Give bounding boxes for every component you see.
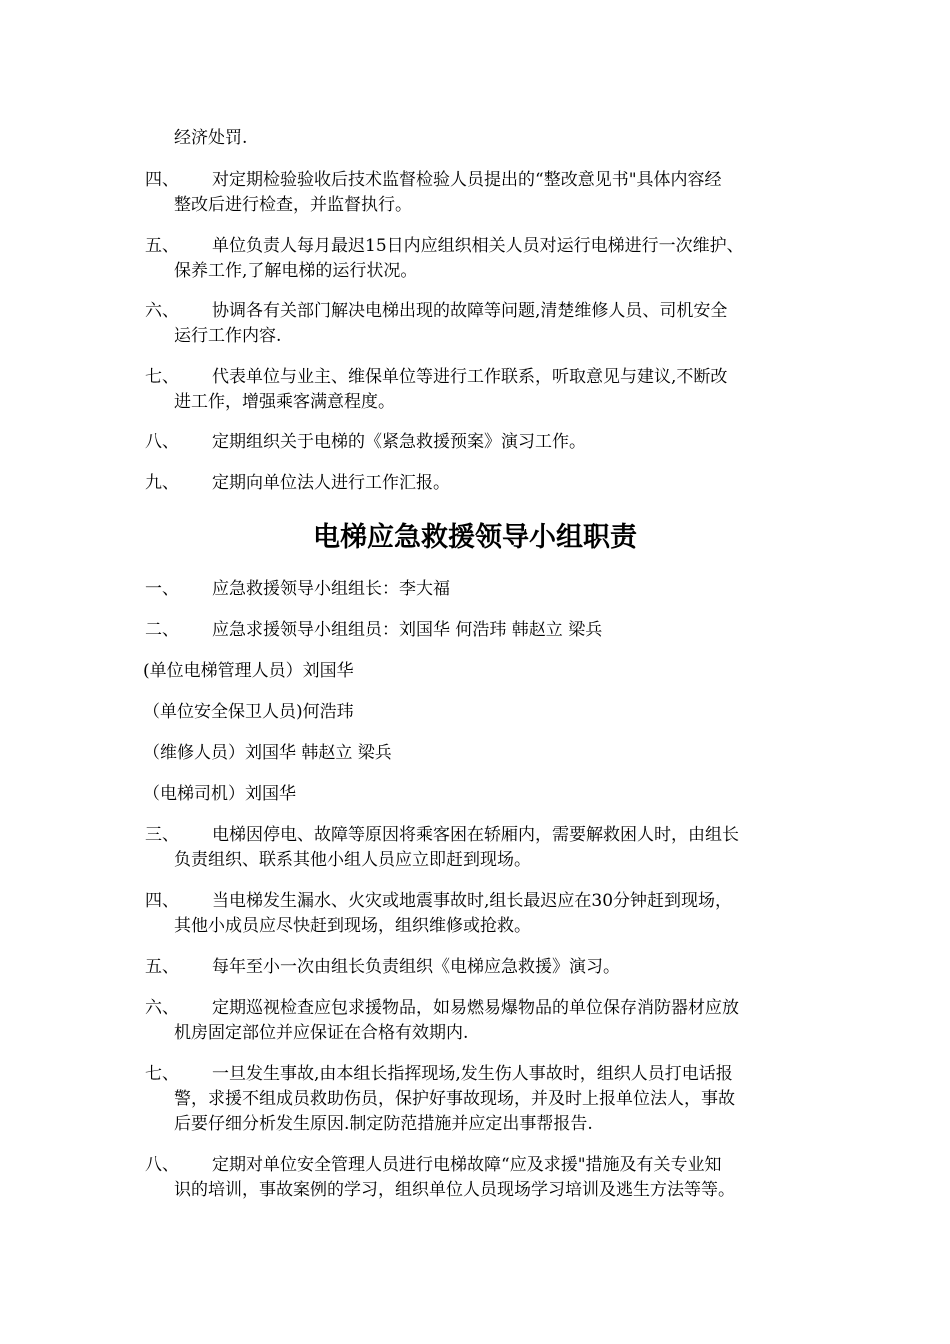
item-number: 八、 (145, 432, 179, 452)
item-text: 定期巡视检查应包求援物品，如易燃易爆物品的单位保存消防器材应放 (212, 998, 739, 1018)
item-text: 机房固定部位并应保证在合格有效期内. (174, 1023, 469, 1043)
item-text: 每年至小一次由组长负责组织《电梯应急救援》演习。 (212, 957, 620, 977)
item-text: 单位负责人每月最迟15日内应组织相关人员对运行电梯进行一次维护、 (212, 236, 744, 256)
item-text: 运行工作内容. (174, 326, 282, 346)
item-text: 电梯因停电、故障等原因将乘客困在轿厢内，需要解救困人时，由组长 (212, 825, 739, 845)
item-number: 四、 (145, 891, 179, 911)
item-number: 七、 (145, 1064, 179, 1084)
item-number: 二、 (145, 620, 179, 640)
role-line: (单位电梯管理人员）刘国华 (143, 661, 354, 681)
item-number: 六、 (145, 998, 179, 1018)
item-text: 识的培训，事故案例的学习，组织单位人员现场学习培训及逃生方法等等。 (174, 1180, 735, 1200)
item-number: 五、 (145, 236, 179, 256)
item-number: 一、 (145, 579, 179, 599)
role-line: （电梯司机）刘国华 (143, 784, 296, 804)
item-text: 代表单位与业主、维保单位等进行工作联系，听取意见与建议,不断改 (212, 367, 728, 387)
item-text: 应急救援领导小组组长：李大福 (212, 579, 450, 599)
item-text: 当电梯发生漏水、火灾或地震事故时,组长最迟应在30分钟赶到现场， (212, 891, 733, 911)
item-text: 其他小成员应尽快赶到现场，组织维修或抢救。 (174, 916, 531, 936)
item-text: 应急求援领导小组组员：刘国华 何浩玮 韩赵立 梁兵 (212, 620, 603, 640)
item-number: 七、 (145, 367, 179, 387)
section-title: 电梯应急救援领导小组职责 (313, 522, 637, 553)
item-text: 定期对单位安全管理人员进行电梯故障“应及求援"措施及有关专业知 (212, 1155, 722, 1175)
item-text: 定期向单位法人进行工作汇报。 (212, 473, 450, 493)
item-number: 九、 (145, 473, 179, 493)
item-text: 保养工作,了解电梯的运行状况。 (174, 261, 418, 281)
item-number: 五、 (145, 957, 179, 977)
item-text: 对定期检验验收后技术监督检验人员提出的“整改意见书"具体内容经 (212, 170, 722, 190)
item-number: 六、 (145, 301, 179, 321)
item-text: 警，求援不组成员救助伤员，保护好事故现场，并及时上报单位法人，事故 (174, 1089, 735, 1109)
item-text: 定期组织关于电梯的《紧急救援预案》演习工作。 (212, 432, 586, 452)
item-text: 整改后进行检查，并监督执行。 (174, 195, 412, 215)
role-line: （单位安全保卫人员)何浩玮 (143, 702, 354, 722)
role-line: （维修人员）刘国华 韩赵立 梁兵 (143, 743, 392, 763)
item-number: 四、 (145, 170, 179, 190)
item-number: 三、 (145, 825, 179, 845)
item-text: 后要仔细分析发生原因.制定防范措施并应定出事帮报告. (174, 1114, 593, 1134)
item-text: 负责组织、联系其他小组人员应立即赶到现场。 (174, 850, 531, 870)
item-number: 八、 (145, 1155, 179, 1175)
item-text: 一旦发生事故,由本组长指挥现场,发生伤人事故时，组织人员打电话报 (212, 1064, 733, 1084)
item-text: 进工作，增强乘客满意程度。 (174, 392, 395, 412)
continuation-text: 经济处罚. (174, 128, 248, 148)
item-text: 协调各有关部门解决电梯出现的故障等问题,清楚维修人员、司机安全 (212, 301, 728, 321)
